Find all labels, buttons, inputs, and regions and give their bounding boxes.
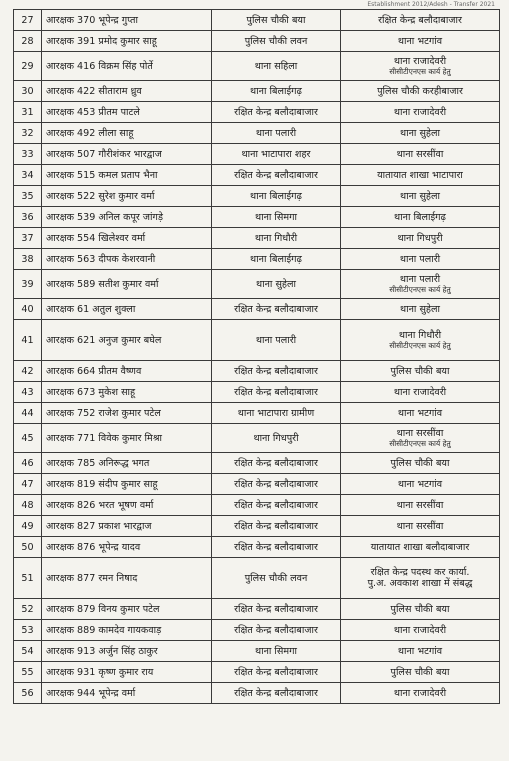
current-posting-cell: थाना पलारी	[212, 123, 341, 144]
current-posting-cell: रक्षित केन्द्र बलौदाबाजार	[212, 495, 341, 516]
new-posting-cell	[341, 31, 500, 52]
serial-number-cell: 48	[14, 495, 42, 516]
serial-number-cell: 36	[14, 207, 42, 228]
current-posting-cell: थाना सहिला	[212, 52, 341, 81]
new-posting-cell	[341, 382, 500, 403]
table-row	[14, 207, 500, 228]
new-posting-cell	[341, 320, 500, 361]
new-posting-note: पु.अ. अवकाश शाखा में संबद्ध	[367, 577, 473, 589]
new-posting-text: थाना सरसींवा	[396, 148, 444, 160]
serial-number-cell: 31	[14, 102, 42, 123]
new-posting-text: थाना राजादेवरी	[393, 106, 447, 118]
new-posting-cell	[341, 537, 500, 558]
new-posting-cell	[341, 102, 500, 123]
employee-name-cell: आरक्षक 515 कमल प्रताप भैना	[42, 165, 212, 186]
new-posting-text: पुलिस चौकी बया	[390, 365, 450, 377]
new-posting-text: थाना भटगांव	[397, 645, 443, 657]
current-posting-cell: थाना पलारी	[212, 320, 341, 361]
table-row	[14, 641, 500, 662]
new-posting-cell	[341, 228, 500, 249]
current-posting-cell: रक्षित केन्द्र बलौदाबाजार	[212, 102, 341, 123]
current-posting-cell: थाना गिधपुरी	[212, 424, 341, 453]
table-row	[14, 620, 500, 641]
employee-name-cell: आरक्षक 785 अनिरूद्ध भगत	[42, 453, 212, 474]
serial-number-cell: 33	[14, 144, 42, 165]
table-row	[14, 228, 500, 249]
table-row	[14, 123, 500, 144]
new-posting-cell	[341, 299, 500, 320]
serial-number-cell: 28	[14, 31, 42, 52]
current-posting-cell: थाना बिलाईगढ़	[212, 186, 341, 207]
current-posting-cell: रक्षित केन्द्र बलौदाबाजार	[212, 382, 341, 403]
transfer-table-body	[14, 10, 500, 704]
current-posting-cell: रक्षित केन्द्र बलौदाबाजार	[212, 299, 341, 320]
table-row	[14, 165, 500, 186]
new-posting-cell	[341, 599, 500, 620]
current-posting-cell: पुलिस चौकी लवन	[212, 31, 341, 52]
new-posting-note: सीसीटीएनएस कार्य हेतु	[389, 341, 451, 350]
table-row	[14, 31, 500, 52]
employee-name-cell: आरक्षक 889 कामदेव गायकवाड़	[42, 620, 212, 641]
new-posting-text: थाना राजादेवरी	[393, 56, 447, 67]
employee-name-cell: आरक्षक 771 विवेक कुमार मिश्रा	[42, 424, 212, 453]
new-posting-cell	[341, 165, 500, 186]
new-posting-cell	[341, 620, 500, 641]
employee-name-cell: आरक्षक 539 अनिल कपूर जांगड़े	[42, 207, 212, 228]
serial-number-cell: 50	[14, 537, 42, 558]
current-posting-cell: थाना बिलाईगढ़	[212, 81, 341, 102]
employee-name-cell: आरक्षक 664 प्रीतम वैष्णव	[42, 361, 212, 382]
employee-name-cell: आरक्षक 827 प्रकाश भारद्वाज	[42, 516, 212, 537]
employee-name-cell: आरक्षक 422 सीताराम ध्रुव	[42, 81, 212, 102]
new-posting-cell	[341, 144, 500, 165]
current-posting-cell: रक्षित केन्द्र बलौदाबाजार	[212, 453, 341, 474]
new-posting-text: थाना भटगांव	[397, 35, 443, 47]
employee-name-cell: आरक्षक 370 भूपेन्द्र गुप्ता	[42, 10, 212, 31]
new-posting-cell	[341, 453, 500, 474]
new-posting-cell	[341, 474, 500, 495]
new-posting-text: थाना सुहेला	[399, 127, 441, 139]
new-posting-text: पुलिस चौकी बया	[390, 603, 450, 615]
current-posting-cell: थाना सिमगा	[212, 641, 341, 662]
new-posting-text: यातायात शाखा बलौदाबाजार	[370, 541, 470, 553]
serial-number-cell: 37	[14, 228, 42, 249]
current-posting-cell: रक्षित केन्द्र बलौदाबाजार	[212, 662, 341, 683]
new-posting-cell	[341, 186, 500, 207]
employee-name-cell: आरक्षक 522 सुरेश कुमार वर्मा	[42, 186, 212, 207]
employee-name-cell: आरक्षक 876 भूपेन्द्र यादव	[42, 537, 212, 558]
serial-number-cell: 53	[14, 620, 42, 641]
new-posting-cell	[341, 361, 500, 382]
serial-number-cell: 54	[14, 641, 42, 662]
new-posting-text: थाना राजादेवरी	[393, 386, 447, 398]
current-posting-cell: रक्षित केन्द्र बलौदाबाजार	[212, 165, 341, 186]
new-posting-text: थाना पलारी	[399, 253, 441, 265]
table-row	[14, 453, 500, 474]
new-posting-note: सीसीटीएनएस कार्य हेतु	[389, 285, 451, 294]
employee-name-cell: आरक्षक 931 कृष्ण कुमार राय	[42, 662, 212, 683]
serial-number-cell: 51	[14, 558, 42, 599]
current-posting-cell: रक्षित केन्द्र बलौदाबाजार	[212, 361, 341, 382]
new-posting-text: थाना पलारी	[399, 274, 441, 285]
serial-number-cell: 56	[14, 683, 42, 704]
current-posting-cell: थाना बिलाईगढ़	[212, 249, 341, 270]
new-posting-text: पुलिस चौकी बया	[390, 457, 450, 469]
new-posting-text: रक्षित केन्द्र पदस्थ कर कार्या.	[370, 566, 470, 578]
table-row	[14, 361, 500, 382]
new-posting-text: थाना भटगांव	[397, 407, 443, 419]
employee-name-cell: आरक्षक 61 अतुल शुक्ला	[42, 299, 212, 320]
employee-name-cell: आरक्षक 673 मुकेश साहू	[42, 382, 212, 403]
current-posting-cell: रक्षित केन्द्र बलौदाबाजार	[212, 599, 341, 620]
table-row	[14, 474, 500, 495]
employee-name-cell: आरक्षक 826 भरत भूषण वर्मा	[42, 495, 212, 516]
employee-name-cell: आरक्षक 391 प्रमोद कुमार साहू	[42, 31, 212, 52]
table-row	[14, 662, 500, 683]
new-posting-text: थाना सरसींवा	[396, 428, 444, 439]
table-row	[14, 424, 500, 453]
serial-number-cell: 32	[14, 123, 42, 144]
employee-name-cell: आरक्षक 621 अनुज कुमार बघेल	[42, 320, 212, 361]
table-row	[14, 81, 500, 102]
employee-name-cell: आरक्षक 944 भूपेन्द्र वर्मा	[42, 683, 212, 704]
serial-number-cell: 39	[14, 270, 42, 299]
employee-name-cell: आरक्षक 913 अर्जुन सिंह ठाकुर	[42, 641, 212, 662]
table-row	[14, 558, 500, 599]
current-posting-cell: थाना सुहेला	[212, 270, 341, 299]
new-posting-cell	[341, 662, 500, 683]
table-row	[14, 52, 500, 81]
new-posting-note: सीसीटीएनएस कार्य हेतु	[389, 67, 451, 76]
employee-name-cell: आरक्षक 416 विक्रम सिंह पोर्ते	[42, 52, 212, 81]
employee-name-cell: आरक्षक 819 संदीप कुमार साहू	[42, 474, 212, 495]
new-posting-cell	[341, 249, 500, 270]
employee-name-cell: आरक्षक 563 दीपक केशरवानी	[42, 249, 212, 270]
new-posting-cell	[341, 52, 500, 81]
serial-number-cell: 42	[14, 361, 42, 382]
serial-number-cell: 44	[14, 403, 42, 424]
new-posting-text: थाना सरसींवा	[396, 520, 444, 532]
table-row	[14, 382, 500, 403]
new-posting-cell	[341, 558, 500, 599]
new-posting-text: पुलिस चौकी करहीबाजार	[377, 85, 463, 97]
new-posting-text: थाना राजादेवरी	[393, 687, 447, 699]
new-posting-text: थाना सुहेला	[399, 303, 441, 315]
new-posting-cell	[341, 403, 500, 424]
new-posting-cell	[341, 270, 500, 299]
serial-number-cell: 47	[14, 474, 42, 495]
current-posting-cell: थाना गिधौरी	[212, 228, 341, 249]
current-posting-cell: रक्षित केन्द्र बलौदाबाजार	[212, 683, 341, 704]
table-row	[14, 516, 500, 537]
new-posting-text: थाना भटगांव	[397, 478, 443, 490]
serial-number-cell: 49	[14, 516, 42, 537]
serial-number-cell: 45	[14, 424, 42, 453]
new-posting-cell	[341, 424, 500, 453]
serial-number-cell: 35	[14, 186, 42, 207]
table-row	[14, 270, 500, 299]
table-row	[14, 10, 500, 31]
new-posting-text: थाना बिलाईगढ़	[394, 211, 446, 223]
employee-name-cell: आरक्षक 492 लीला साहू	[42, 123, 212, 144]
new-posting-text: थाना सरसींवा	[396, 499, 444, 511]
new-posting-text: थाना राजादेवरी	[393, 624, 447, 636]
table-row	[14, 144, 500, 165]
new-posting-cell	[341, 81, 500, 102]
employee-name-cell: आरक्षक 589 सतीश कुमार वर्मा	[42, 270, 212, 299]
current-posting-cell: थाना भाटापारा शहर	[212, 144, 341, 165]
serial-number-cell: 30	[14, 81, 42, 102]
new-posting-cell	[341, 207, 500, 228]
new-posting-text: यातायात शाखा भाटापारा	[377, 169, 463, 181]
current-posting-cell: पुलिस चौकी लवन	[212, 558, 341, 599]
serial-number-cell: 34	[14, 165, 42, 186]
document-header: Establishment 2012/Adesh - Transfer 2021	[367, 1, 495, 8]
current-posting-cell: थाना सिमगा	[212, 207, 341, 228]
new-posting-cell	[341, 123, 500, 144]
new-posting-note: सीसीटीएनएस कार्य हेतु	[389, 439, 451, 448]
table-row	[14, 320, 500, 361]
current-posting-cell: रक्षित केन्द्र बलौदाबाजार	[212, 537, 341, 558]
serial-number-cell: 40	[14, 299, 42, 320]
table-row	[14, 495, 500, 516]
new-posting-text: थाना गिधपुरी	[397, 232, 443, 244]
table-row	[14, 537, 500, 558]
employee-name-cell: आरक्षक 507 गौरीशंकर भारद्वाज	[42, 144, 212, 165]
serial-number-cell: 27	[14, 10, 42, 31]
serial-number-cell: 55	[14, 662, 42, 683]
table-row	[14, 403, 500, 424]
table-row	[14, 683, 500, 704]
new-posting-cell	[341, 10, 500, 31]
serial-number-cell: 52	[14, 599, 42, 620]
new-posting-text: थाना गिधौरी	[398, 330, 442, 341]
serial-number-cell: 29	[14, 52, 42, 81]
employee-name-cell: आरक्षक 752 राजेश कुमार पटेल	[42, 403, 212, 424]
table-row	[14, 249, 500, 270]
current-posting-cell: रक्षित केन्द्र बलौदाबाजार	[212, 516, 341, 537]
current-posting-cell: थाना भाटापारा ग्रामीण	[212, 403, 341, 424]
new-posting-text: थाना सुहेला	[399, 190, 441, 202]
serial-number-cell: 46	[14, 453, 42, 474]
new-posting-cell	[341, 641, 500, 662]
new-posting-text: रक्षित केन्द्र बलौदाबाजार	[378, 14, 462, 26]
serial-number-cell: 43	[14, 382, 42, 403]
table-row	[14, 299, 500, 320]
current-posting-cell: पुलिस चौकी बया	[212, 10, 341, 31]
new-posting-cell	[341, 683, 500, 704]
new-posting-cell	[341, 495, 500, 516]
new-posting-text: पुलिस चौकी बया	[390, 666, 450, 678]
table-row	[14, 186, 500, 207]
current-posting-cell: रक्षित केन्द्र बलौदाबाजार	[212, 474, 341, 495]
employee-name-cell: आरक्षक 453 प्रीतम पाटले	[42, 102, 212, 123]
employee-name-cell: आरक्षक 877 रमन निषाद	[42, 558, 212, 599]
current-posting-cell: रक्षित केन्द्र बलौदाबाजार	[212, 620, 341, 641]
employee-name-cell: आरक्षक 879 विनय कुमार पटेल	[42, 599, 212, 620]
new-posting-cell	[341, 516, 500, 537]
transfer-table	[13, 9, 500, 704]
serial-number-cell: 38	[14, 249, 42, 270]
table-row	[14, 102, 500, 123]
table-row	[14, 599, 500, 620]
serial-number-cell: 41	[14, 320, 42, 361]
employee-name-cell: आरक्षक 554 खिलेश्वर वर्मा	[42, 228, 212, 249]
